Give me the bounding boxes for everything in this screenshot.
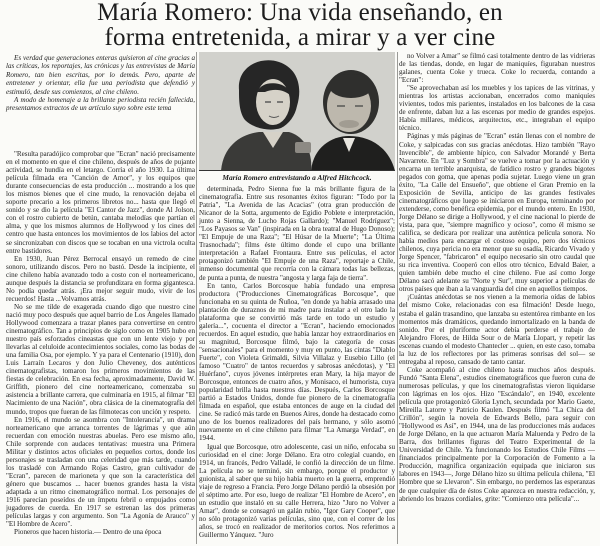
article-column-3	[399, 52, 595, 544]
lead-paragraph: A modo de homenaje a la brillante periodista recién fallecida, presentamos extractos de un artículo suyo sobre este tema	[6, 96, 195, 113]
lead-paragraph: Es verdad que generaciones enteras quisieron al cine gracias a las críticas, los reportajes, las crónicas y las entrevistas de María Romero, tan bien escritas, por lo demás. Pero, aparte de entretener y orientar, ella fue una periodista que defendió y estimuló, desde sus comienzos, al cine chileno.	[6, 54, 195, 96]
photo-illustration	[199, 52, 395, 171]
article-photo	[199, 52, 395, 171]
paragraph: En tanto, Carlos Borcosque había fundado una empresa productora ("Producciones Cinematográficas Borcosque", que funcionaba en su quinta de Ñuñoa, "en donde ya había arrasado una plantación de duraznos de mi madre para instalar a el otro lado la plataforma que se convirtió más tarde en todo un estudio y galería...", cocuenta el director a "Ecran", haciendo emocionados recuerdos. En aquel estudio, que había lanzar hoy extraordinarios en su magnitud, Borcosque filmó, bajo la categoría de cosas "sensacionales" para el momento y muy en punto, las cintas "Diablo Fuerte", con Violeta Grimaldi, Silvia Villalaz y Eusebio Lillo (el famoso "Cuatro" de tantos recuerdos y sabrosas anécdotas), y "El Huérfano", cuyos jóvenes intérpretes eran Mary, la hija mayor de Borcosque, entonces de cuatro años, y Monisaco, el humorista, cuya popularidad brilla hasta nuestros días. Después, Carlos Borcosque partió a Estados Unidos, donde fue pionero de la cinematografía filmada en español, que estaba entonces de auge en la ciudad del cine. Se radicó más tarde en Buenos Aires, donde ha destacado como uno de los buenos realizadores del país hermano, y sólo asomó nuevamente en el cine chileno para filmar "La Amarga Verdad", en 1944.	[199, 281, 395, 443]
headline	[0, 0, 600, 50]
paragraph: En 1916, el mundo se asombra con "Intolerancia", un drama norteamericano que arranca torrentes de lágrimas y que aún recuerdan con emoción nuestras abuelas. Pero ese mismo año, Chile sorprende con audaces tentativas: muestra una Primera Militar y distintos actos oficiales en pequeños cortos, donde los personajes se trasladan con una celeridad que más tarde, cuando los trasladé con Armando Rojas Castro, gran cultivador de "Ecran", parecen de marioneta y que son la característica del género que buscamos ... hacer buenos grandes hasta la vista adaptada a un ritmo cinematográfico normal. Los personajes de 1916 parecían poseídos de un ímpetu febril o empujados como jugadores de cuerda. En 1917 se estrenan las dos primeras películas largas y con argumento. Son "La Agonía de Arauco" y "El Hombre de Acero".	[6, 415, 195, 529]
paragraph: ¡Cuántas anécdotas se nos vienen a la memoria oídas de labios del mismo Coke, relacionadas con esa filmación! Desde luego, estaba el galán trasandino, que lanzaba su estentórea rimbante en los momentos más dramáticos, quedando inmortalizado en la banda de sonido. Por el pluriforme actor debía perderse el trabajo de Alejandro Flores, de Hilda Sour o de María Llopart, y repetir las escenas cuando el modesto Chantecler ... quien, en este caso, tomaba la luz de los reflectores por las primeras sonrisas del sol— se entregaba al reposo, cansado de tanto cantar.	[399, 293, 595, 366]
paragraph: En 1930, Juan Pérez Berrocal ensayó un remedo de cine sonoro, utilizando discos. Pero no bastó. Desde la incipiente, el cine chileno había avanzado todo a costo con el norteamericano, aunque después la distancia se profundizara en forma gigantesca. No podía quedar atrás. ¡Era mejor seguir mudo, vivir de los recuerdos! Hasta ...Volvamos atrás.	[6, 254, 195, 303]
headline-line-2: forma entretenida, a mirar y a ver cine	[104, 24, 496, 51]
paragraph: Coke acompañó al cine chileno hasta muchos años después. Fundó "Santa Elena", estudios cinematográficos que fueron cuna de numerosas películas, y que los cinematografistas vieron liquidarse con lágrimas en los ojos. Hizo "Escándalo", en 1940, excelente película que protagonizó Gloria Lynch, secundada por Mario Gaete, Mireilla Latorre y Patricio Kaulen. Después filmó "La Chica del Crillón", según la novela de Edwards Bello, para seguir con "Hollywood es Así", en 1944, una de las producciones más audaces de Jorge Délano, en la que actuaron María Maluenda y Pedro de la Barra, dos brillantes figuras del Teatro Experimental de la Universidad de Chile. Ya funcionando los Estudios Chile Films —financiados principalmente por la Corporación de Fomento a la Producción, magnífica organización equipada que iniciaron sus labores en 1943—, Jorge Délano hizo su última película chilena, "El Hombre que se Llevaron". Sin embargo, no perdemos las esperanzas de que cualquier día de éstos Coke aparezca en nuestra redacción, y, abriendo los brazos cordiales, grite: "Comienzo otra película"...	[399, 365, 595, 503]
paragraph: determinada, Pedro Sienna fue la más brillante figura de la cinematografía. Entre sus resonantes éxitos figuran: "Todo por la Patria", "La Avenida de las Acacias" (otra gran producción de Nicanor de la Sotta, argumento de Egidio Poblete e interpretación, junto a Sienna, de Lucho Rojas Gallardo); "Manuel Rodríguez"; "Los Payasos se Van" (inspirada en la obra teatral de Hugo Donoso); "El Empuje de una Raza"; "El Húsar de la Muerte"; "La Última Trasnochada"; films éste último donde el cupo una brillante interpretación a Rafael Frontaura. Entre sus películas, el actor protagonizó también "El Empuje de una Raza", reportaje a Chile, inmenso documental que recorría con la cámara todas las bellezas, de punta a punta, de nuestra "angosta y larga faja de tierra".	[199, 185, 395, 282]
paragraph: Pioneros que hacen historia.— Dentro de una época	[14, 528, 162, 537]
article-column-2	[199, 185, 395, 544]
paragraph: no Volver a Amar" se filmó casi totalmente dentro de las vidrieras de las tiendas, donde, en lugar de maniquíes, figuraban nuestros galanes, cuenta Coke y trueca. Coke lo recuerda, contando a "Ecran":	[399, 52, 595, 85]
headline-line-1: María Romero: Una vida enseñando, en	[97, 0, 503, 26]
paragraph: Igual que Borcosque, otro adolescente, casi un niño, enfocaba su curiosidad en el cine: Jorge Délano. Era otro colegial cuando, en 1914, un francés, Pedro Valladé, le confió la dirección de un filme. La película no se terminó, sin embargo, porque el productor y guionista, al saber que su hijo había muerto en la guerra, emprendió viaje de regreso a Francia. Pero Jorge Délano perdió la obsesión por el séptimo arte. Por eso, luego de realizar "El Hombre de Acero", en un estudio que instaló en su calle Herrera, hizo "Juro no Volver a Amar", donde se consagró un galán rubio, "Igor Gary Cooper", que no sólo protagonizó varias películas, sino que, con el correr de los años, se trocó en realizador de meritorios cortos. Nos referimos a Guillermo Yánquez. "Juro	[199, 442, 395, 540]
photo-caption: María Romero entrevistando a Alfred Hitchcock.	[222, 173, 372, 182]
paragraph: No se me tilde de exagerada cuando digo que nuestro cine nació muy poco después que aquel barrio de Los Ángeles llamado Hollywood comenzara a trazar planes para convertirse en centro cinematográfico. Tan a principios de siglo como en 1905 hubo en nuestro país esforzados cineastas que con un lente viejo y por llevarlas al celuloide acontecimientos sociales, como las bodas de una familia Osa, por ejemplo. Y ya para el Centenario (1910), don Luis Larraín Lecaros y don Julio Cheveney, dos auténticos cinematografistas, tomaron los primeros movimientos de las fiestas de celebración. En esa fecha, aproximadamente, David W. Griffith, pionero del cine norteamericano, comenzaba su asistencia a brillante carrera, que culminaría en 1915, al filmar "El Nacimiento de una Nación", obra clásica de la cinematografía del mundo, tropos que fueran de las filmotecas con unción y respeto.	[6, 302, 195, 416]
paragraph: "Se aprovechaban así los muebles y los tapices de las vitrinas, y mientras los artistas accionaban, encerrados como maniquíes vivientes, todos mis parientes, instalados en los balcones de la casa de enfrente, daban luz a las escenas por medio de grandes espejos. Había millares, médicos, arquitectos, etc., integraban el equipo técnico.	[399, 84, 595, 133]
column-divider	[196, 52, 197, 544]
paragraph: Páginas y más páginas de "Ecran" están llenas con el nombre de Coke, y salpicadas con sus gracias anécdotas. Hizo también "Rayo Invencible", de ambiente hípico, con Salvador Morandé y Berta Navarrete. En "Luz y Sombra" se vuelve a tomar por la actuación y encarna un terrible anarquista, de fatídico rostro y grandes bigotes pegados con goma, que apenas podía sujetar. Luego viene un gran éxito, "La Calle del Ensueño", que obtiene el Gran Premio en la Exposición de Sevilla, anticipo de las grandes festivales cinematográficos que luego se iniciaron en Europa, terminando por extenderse, como benéfica epidemia, por el mundo entero. En 1930, Jorge Délano se dirige a Hollywood, y el cine nacional lo pierde de vista, para que, "siempre magnífico y ocioso", como él mismo se califica, se dedicara por realizar una auténtica película sonora. No había medios para encargar el costoso equipo, pero dos técnicos chilenos, cuya pericia no era menor que su osadía, Ricardo Vivado y Jorge Spencer, "fabricaron" el equipo necesario sin otro caudal que su rica inventiva. Cooperó con ellos otro técnico, Edvald Baier, a quien también debe mucho el cine chileno. Fue así como Jorge Délano sacó adelante su "Norte y Sur", muy superior a películas de otros países que iban a la vanguardia del cine en aquellos tiempos.	[399, 132, 595, 294]
article-column-1	[6, 150, 195, 544]
paragraph: "Resulta paradójico comprobar que "Ecran" nació precisamente en el momento en que el cine chileno, después de años de pujante actividad, se hundía en el letargo. Corría el año 1930. La última película filmada era "Canción de Amor", y los equipos que durante consecuencias de esta producción ... mostrando a los que los mismos bienes que el cine mudo, la renovación dejaba el soporte precario a los primeros libretos no... hasta que llegó el sonido y se dio la película "El Cantor de Jazz", donde Al Jolson, con el rostro cubierto de betún, cantaba melodías que partían el alma, y que los mismos alumnos de Hollywood y los cines del centro que hasta entonces los movimientos de los labios del actor se sincronizaban con discos que se tocaban en una victrola oculta entre bastidores.	[6, 150, 195, 255]
lead-intro	[6, 54, 195, 113]
column-divider	[397, 52, 398, 544]
